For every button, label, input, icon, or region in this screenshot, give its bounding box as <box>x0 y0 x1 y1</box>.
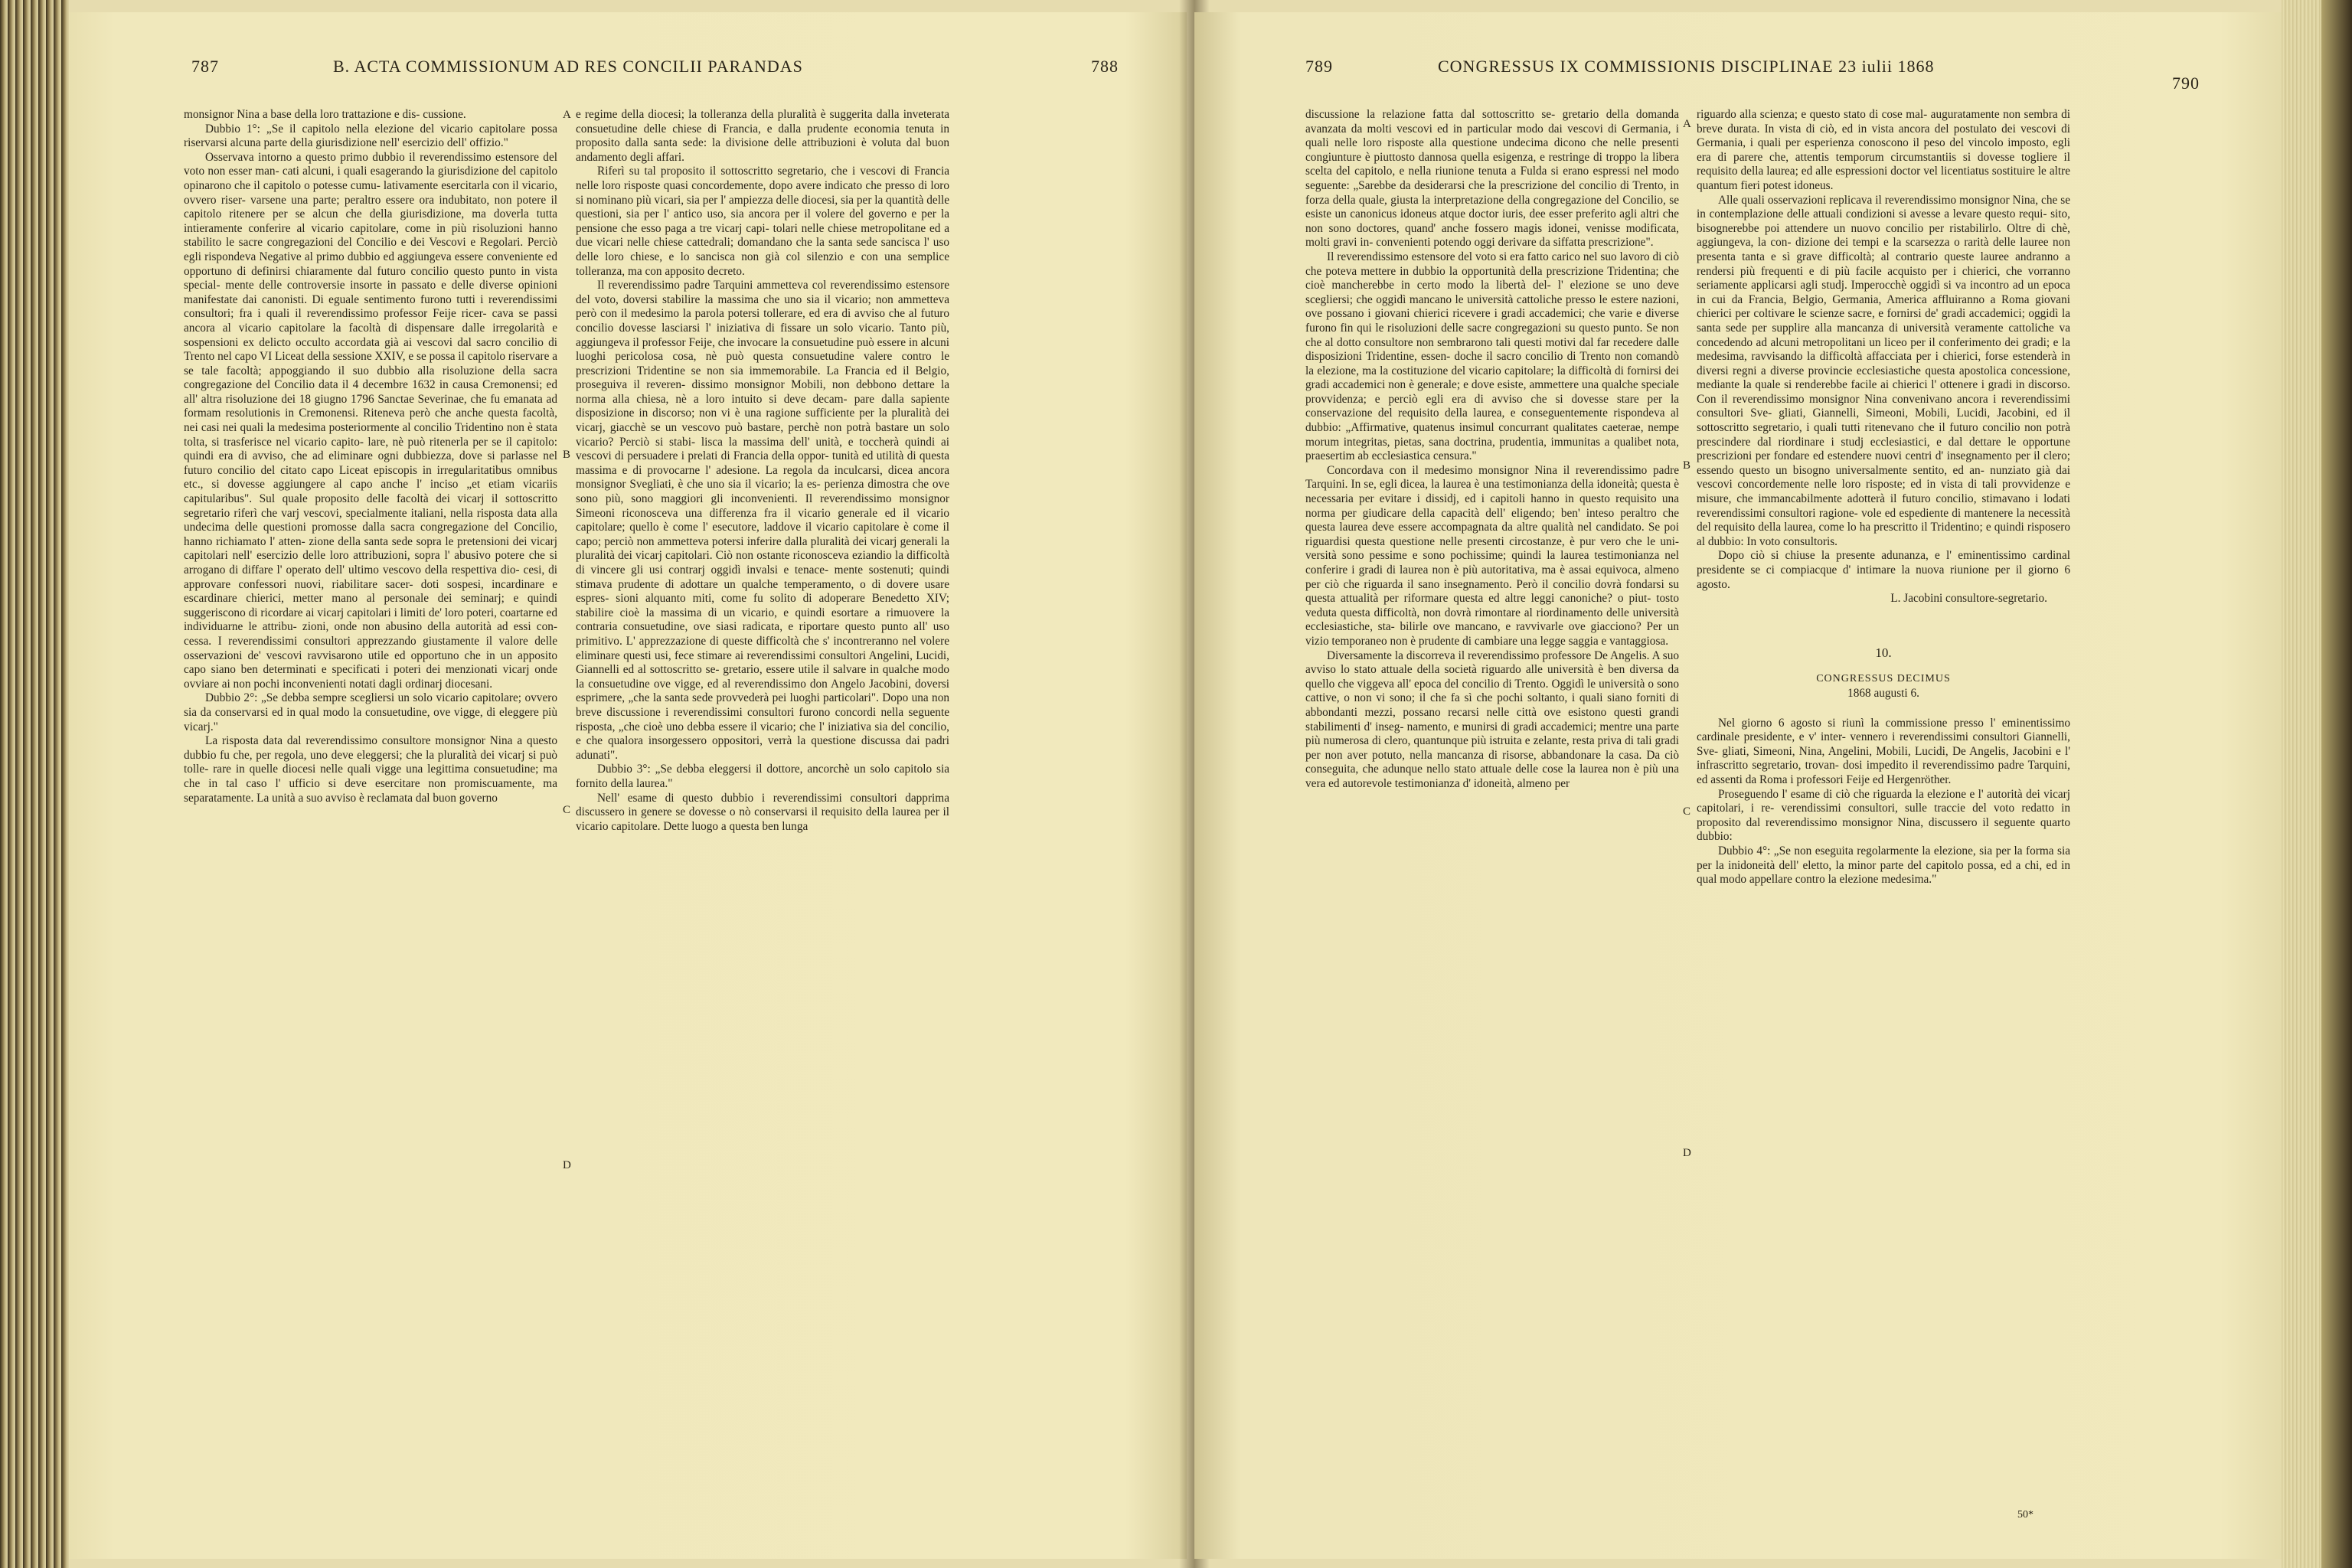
paragraph: Dubbio 3°: „Se debba eleggersi il dottore, ancorchè un solo capitolo sia fornito della laurea." <box>576 763 949 790</box>
margin-mark-b: B <box>563 449 571 461</box>
paragraph: e regime della diocesi; la tolleranza della pluralità è suggerita dalla inveterata consuetudine delle chiese di Francia, e dalla prudente economia tenuta in proposito dalla santa sede: la divisione delle attribuzioni è voluta dal buon andamento degli affari. <box>576 108 949 164</box>
paragraph: Concordava con il medesimo monsignor Nina il reverendissimo padre Tarquini. In se, egli dicea, la laurea è una testimonianza della idoneità; questa è necessaria per evitare i dissidj, ed i capitoli hanno in questo requisito una norma per giudicare della capacità dell' eligendo; ben' inteso peraltro che questa laurea deve essere accompagnata da altre qualità nel candidato. Se poi riguardisi questa questione nelle presenti circostanze, è pur vero che le uni- versità sono pessime e sono pochissime; quindi la laurea testimonianza nel conferire i gradi di laurea non è più autoritativa, ma è assai equivoca, almeno per ciò che riguarda il sano insegnamento. Però il concilio dovrà fondarsi su questa attualità per riformare questa ed altre leggi canoniche? o piut- tosto veduta questa difficoltà, non dovrà rimontare al riordinamento delle università ecclesiastiche, sta- bilirle ove mancano, e ravvivarle ove giacciono? Per un vizio temporaneo non è prudente di cambiare una legge saggia e vantaggiosa. <box>1305 463 1679 648</box>
right-page-column-1 <box>1305 108 1679 1540</box>
paragraph: Il reverendissimo estensore del voto si era fatto carico nel suo lavoro di ciò che poteva mettere in dubbio la opportunità della prescrizione Tridentina; che cioè mancherebbe in certo modo la libertà del- l' elezione se uno deve scegliersi; che oggidì mancano le università cattoliche presso le estere nazioni, ove possano i giovani chierici ricevere i gradi accademici; che varie e diverse furono fin qui le risoluzioni delle sacre congregazioni su questo punto. Se non che al dotto consultore non sembrarono tali questi motivi dal far recedere dalle disposizioni Tridentine, essen- doche il sacro concilio di Trento non comandò la elezione, ma la costituzione del vicario capitolare; la difficoltà di fornirsi dei gradi accademici non è generale; e dove esiste, ammettere una qualche speciale provvidenza; e perciò egli era di avviso che si dovesse stare per la conservazione del requisito della laurea, e conseguentemente rispondeva al dubbio: „Affirmative, quatenus insimul concurrant qualitates caeterae, nempe morum integritas, pietas, sana doctrina, prudentia, immunitas a qualibet nota, praesertim ab ecclesiastica censura." <box>1305 250 1679 463</box>
margin-mark-c: C <box>1683 805 1691 818</box>
left-page-number-787: 787 <box>191 57 219 76</box>
paragraph: Nell' esame di questo dubbio i reverendissimi consultori dapprima discussero in genere se dovesse o nò conservarsi il requisito della laurea per il vicario capitolare. Dette luogo a questa ben lunga <box>576 791 949 833</box>
section-number: 10. <box>1875 645 1892 660</box>
page-edges-right <box>2282 0 2352 1568</box>
right-page-number-789: 789 <box>1305 57 1333 76</box>
page-edges-left <box>0 0 69 1568</box>
right-page-number-790: 790 <box>2172 74 2200 93</box>
paragraph: Osservava intorno a questo primo dubbio il reverendissimo estensore del voto non esser man- cati alcuni, i quali esagerando la giurisdizione del capitolo opinarono che il capitolo o potesse cumu- lativamente esercitarla con il vicario, ovvero riser- varsene una parte; peraltro essere ora indubitato, non potere il capitolo ritenere per se alcun che della giurisdizione, ma doverla tutta intieramente conferire al vicario capitolare, come in più risoluzioni hanno stabilito le sacre congregazioni del Concilio e dei Vescovi e Regolari. Perciò egli rispondeva Negative al primo dubbio ed aggiungeva essere conveniente ed opportuno di definirsi chiaramente dal futuro concilio questo punto in vista special- mente delle controversie insorte in passato e delle diverse opinioni manifestate dai canonisti. Di eguale sentimento furono tutti i reverendissimi consultori; fra i quali il reverendissimo professor Feije ricer- cava se passi ancora al vicario capitolare la facoltà di dispensare dalle irregolarità e sospensioni ex delicto occulto accordata già ai vescovi dal sacro concilio di Trento nel capo VI Liceat della sessione XXIV, e se possa il capitolo riservare a se tale facoltà; appoggiando il suo dubbio alla risoluzione della sacra congregazione del Concilio data il 4 decembre 1632 in causa Cremonensi; ed all' altra risoluzione dei 18 giugno 1796 Sanctae Severinae, che fu emanata ad formam resolutionis in Cremonensi. Riteneva però che anche questa facoltà, nei casi nei quali la medesima posteriormente al concilio Tridentino non è stata tolta, si trasferisce nel vicario capito- lare, nè può ritenerla per se il capitolo: quindi era di avviso, che ad eliminare ogni dubbiezza, dove si parlasse nel futuro concilio del citato capo Liceat episcopis in irregularitatibus omnibus etc., si dovesse aggiungere al capo anche l' inciso „et etiam vicariis capitularibus". Sul quale proposito delle facoltà dei vicarj il sottoscritto segretario riferì che varj vescovi, specialmente italiani, nella risposta data alla undecima delle questioni promosse dalla sacra congregazione del Concilio, hanno richiamato l' atten- zione della santa sede sopra le pretensioni dei vicarj capitolari nell' esercizio delle loro attribuzioni, sopra l' abusivo potere che si arrogano di diffare l' operato dell' ultimo vescovo della respettiva dio- cesi, di approvare confessori nuovi, riabilitare sacer- doti sospesi, incardinare e escardinare chierici, metter mano al personale dei seminarj; e quindi suggeriscono di ricordare ai vicarj capitolari i limiti de' loro poteri, coartarne ed individuarne le attribu- zioni, onde non abusino della autorità ad essi con- cessa. I reverendissimi consultori apprezzando giustamente il valore delle osservazioni de' vescovi ravvisarono utile ed opportuno che in un apposito capo siano ben determinati e specificati i poteri dei menzionati vicarj onde ovviare ai non pochi inconvenienti notati dagli ordinarj diocesani. <box>184 150 557 691</box>
paragraph: La risposta data dal reverendissimo consultore monsignor Nina a questo dubbio fu che, per regola, uno deve eleggersi; che la pluralità dei vicarj si può tolle- rare in quelle diocesi nelle quali vigge una legittima consuetudine; ma che in tal caso l' ufficio si deve esercitare non promiscuamente, ma separatamente. La unità a suo avviso è reclamata dal buon governo <box>184 734 557 805</box>
paragraph: Dubbio 4°: „Se non eseguita regolarmente la elezione, sia per la forma sia per la inidoneità dell' eletto, la minor parte del capitolo possa, ed a chi, ed in qual modo appellare contro la elezione medesima." <box>1697 844 2070 887</box>
running-head-right: CONGRESSUS IX COMMISSIONIS DISCIPLINAE 23 iulii 1868 <box>1438 57 1935 76</box>
right-page <box>1194 12 2282 1559</box>
paragraph: Proseguendo l' esame di ciò che riguarda la elezione e l' autorità dei vicarj capitolari, i re- verendissimi consultori, sulle traccie del voto redatto in proposito dal reverendissimo monsignor Nina, discussero il seguente quarto dubbio: <box>1697 787 2070 844</box>
paragraph: Riferì su tal proposito il sottoscritto segretario, che i vescovi di Francia nelle loro risposte quasi concordemente, dopo avere indicato che presso di loro si nominano più vicari, sia per l' ampiezza delle diocesi, sia per la quantità delle questioni, sia per l' antico uso, sia ancora per il volere del governo e per la pensione che esso paga a tre vicarj capi- tolari nelle chiese metropolitane ed a due vicari nelle chiese cattedrali; domandano che la santa sede sancisca l' uso delle loro chiese, e lo sancisca non già col silenzio e con una semplice tolleranza, ma con apposito decreto. <box>576 165 949 278</box>
left-page-number-788: 788 <box>1091 57 1119 76</box>
paragraph: Dubbio 1°: „Se il capitolo nella elezione del vicario capitolare possa riservarsi alcuna parte della giurisdizione nell' esercizio dell' offizio." <box>184 122 557 150</box>
paragraph: Nel giorno 6 agosto si riunì la commissione presso l' eminentissimo cardinale presidente, e v' inter- vennero i reverendissimi consultori Giannelli, Sve- gliati, Simeoni, Nina, Angelini, Mobili, Lucidi, De Angelis, Jacobini e l' infrascritto segretario, trovan- dosi impedito il reverendissimo padre Tarquini, ed assenti da Roma i professori Feije ed Hergenröther. <box>1697 716 2070 786</box>
margin-mark-d: D <box>563 1159 571 1171</box>
paragraph: riguardo alla scienza; e questo stato di cose mal- auguratamente non sembra di breve durata. In vista di ciò, ed in vista ancora del postulato dei vescovi di Germania, i quali per esperienza conoscono il peso del vincolo imposto, egli era di parere che, attentis temporum circumstantiis si dovesse togliere il requisito della laurea; ed alle espressioni doctor vel licentiatus sostituire le altre quantum fieri potest idoneus. <box>1697 108 2070 192</box>
margin-mark-c: C <box>563 804 571 816</box>
paragraph: Dopo ciò si chiuse la presente adunanza, e l' eminentissimo cardinal presidente se ci compiacque d' intimare la nuova riunione per il giorno 6 agosto. <box>1697 549 2070 591</box>
left-page-column-2 <box>576 108 949 1540</box>
margin-mark-b: B <box>1683 459 1691 472</box>
section-title: CONGRESSUS DECIMUS <box>1816 673 1951 685</box>
paragraph: Alle quali osservazioni replicava il reverendissimo monsignor Nina, che se in contemplazione delle attuali condizioni si avesse a levare questo requi- sito, bisognerebbe poi attendere un nuovo concilio per ristabilirlo. Oltre di chè, aggiungeva, la con- dizione dei tempi e la scarsezza o rarità delle lauree non presenta tanta e sì grave difficoltà; al contrario queste lauree andranno a rendersi più frequenti e di più facile acquisto per i chierici, che vorranno seriamente applicarsi agli studj. Imperocchè oggidì si va incontro ad un epoca in cui da Francia, Belgio, Germania, America affluiranno a Roma giovani chierici per coltivare le scienze sacre, e fornirsi de' gradi accademici; oggidì la santa sede per supplire alla mancanza di università veramente cattoliche va concedendo ad alcuni metropolitani un liceo per il conferimento dei gradi; e la medesima, ravvisando la difficoltà affacciata per i chierici, forse estenderà in diversi regni a diverse provincie ecclesiastiche questa apostolica concessione, mediante la quale si renderebbe facile ai chierici l' ottenere i gradi in discorso. Con il reverendissimo monsignor Nina convenivano ancora i reverendissimi consultori Sve- gliati, Giannelli, Simeoni, Mobili, Lucidi, Jacobini, ed il sottoscritto segretario, i quali tutti ritenevano che il futuro concilio non potrà prescindere dal riordinare i studj ecclesiastici, e dal dettare le opportune prescrizioni per fondare ed estendere nuovi centri d' insegnamento per il clero; essendo questo un bisogno universalmente sentito, ed an- nunziato già dai vescovi concordemente nelle loro risposte; ed in vista di tali provvidenze e misure, che immancabilmente adotterà il futuro concilio, stimavano i lodati reverendissimi consultori ragione- vole ed espediente di mantenere la necessità del requisito della laurea, come lo ha prescritto il Tridentino; e quindi risposero al dubbio: In voto consultoris. <box>1697 193 2070 548</box>
margin-mark-a: A <box>1683 118 1691 130</box>
left-page-column-1 <box>184 108 557 1540</box>
paragraph: Diversamente la discorreva il reverendissimo professore De Angelis. A suo avviso lo stato attuale della società riguardo alle università è ben diversa da quello che viggeva all' epoca del concilio di Trento. Oggidì le università o sono cattive, o non vi sono; il che fa sì che pochi soltanto, i quali siano forniti di abbondanti mezzi, possano recarsi nelle città ove esistono questi grandi stabilimenti d' inseg- namento, e munirsi di gradi accademici; mentre una parte più numerosa di clero, quantunque più istruita e zelante, resta priva di tali gradi per non aver potuto, nella mancanza di risorse, abbandonare la casa. Da ciò conseguita, che adunque nello stato attuale delle cose la laurea non è più una vera ed autorevole testimonianza d' idoneità, almeno per <box>1305 648 1679 790</box>
section-date: 1868 augusti 6. <box>1847 686 1919 700</box>
margin-mark-d: D <box>1683 1147 1691 1159</box>
paragraph: discussione la relazione fatta dal sottoscritto se- gretario della domanda avanzata da molti vescovi ed in particular modo dai vescovi di Germania, i quali nelle loro risposte alla questione undecima dicono che nelle presenti congiunture è piuttosto dannosa quella esigenza, e restringe di troppo la libera scelta del capitolo, e nella riunione tenuta a Fulda si erano espressi nel modo seguente: „Sarebbe da desiderarsi che la prescrizione del concilio di Trento, in forza della quale, giusta la interpretazione della congregazione del Concilio, se esiste un canonicus idoneus atque doctor iuris, dee esser preferito agli altri che non sono doctores, quand' anche fossero magis idonei, venisse modificata, molti gravi in- convenienti potendo oggi derivare da siffatta prescrizione". <box>1305 108 1679 250</box>
paragraph: monsignor Nina a base della loro trattazione e dis- cussione. <box>184 108 466 121</box>
paragraph: Dubbio 2°: „Se debba sempre scegliersi un solo vicario capitolare; ovvero sia da conservarsi ed in qual modo la consuetudine, ove vigge, di eleggere più vicarj." <box>184 691 557 733</box>
signature-mark: 50* <box>2017 1509 2034 1521</box>
left-page <box>69 12 1187 1559</box>
running-head-left: B. ACTA COMMISSIONUM AD RES CONCILII PARANDAS <box>333 57 803 76</box>
secretary-signature: L. Jacobini consultore-segretario. <box>1890 592 2047 606</box>
right-page-column-2 <box>1697 108 2070 1540</box>
paragraph: Il reverendissimo padre Tarquini ammetteva col reverendissimo estensore del voto, doversi stabilire la massima che uno sia il vicario; non ammetteva però con il medesimo la parola potersi tollerare, ed era di avviso che al futuro concilio dovesse lasciarsi l' iniziativa di fissare un solo vicario. Tanto più, aggiungeva il professor Feije, che invocare la consuetudine può essere in alcuni luoghi pericolosa cosa, nè può questa consuetudine valere contro le prescrizioni Tridentine se non sia immemorabile. La Francia ed il Belgio, proseguiva il reveren- dissimo monsignor Mobili, non debbono dettare la norma alla chiesa, nè a loro intuito si deve decam- pare dalla sapiente disposizione in discorso; non vi è una ragione sufficiente per la pluralità dei vicarj, giacchè se un vescovo può bastare, perchè non potrà bastare un solo vicario? Perciò si stabi- lisca la massima dell' unità, e toccherà quindi ai vescovi di persuadere i prelati di Francia della oppor- tunità ed utilità di questa massima e di provocarne l' adesione. La regola da inculcarsi, dicea ancora monsignor Svegliati, è che uno sia il vicario; la es- perienza dimostra che ove sono più, sono maggiori gli inconvenienti. Il reverendissimo monsignor Simeoni riconosceva una differenza fra il vicario generale ed il vicario capitolare; quello è come l' esecutore, laddove il vicario capitolare è come il capo; perciò non ammetteva potersi inferire dalla pluralità dei vicarj generali la pluralità dei vicarj capitolari. Ciò non ostante riconosceva eziandio la difficoltà di vincere gli usi contrarj oggidì invalsi e tenace- mente sostenuti; quindi stimava prudente di adottare un qualche temperamento, o di dovere usare espres- sioni alquanto miti, come fu solito di adoperare Benedetto XIV; stabilire cioè la massima di un vicario, e quindi esortare a rimuovere la contraria consuetudine, ove siasi radicata, e riportare questo punto all' uso primitivo. L' apprezzazione di queste difficoltà che s' incontreranno nel volere eliminare questi usi, fece stimare ai reverendissimi consultori Angelini, Lucidi, Giannelli ed al sottoscritto se- gretario, essere utile il salvare in qualche modo la consuetudine ove vigge, ed al reverendissimo don Angelo Jacobini, doversi esprimere, „che la santa sede provvederà pei luoghi particolari". Dopo una non breve discussione i reverendissimi consultori furono concordi nella seguente risposta, „che cioè uno debba essere il vicario; che l' iniziativa sia del concilio, e che qualora insorgessero oppositori, verrà la questione discussa dai padri adunati". <box>576 279 949 762</box>
margin-mark-a: A <box>563 109 571 121</box>
